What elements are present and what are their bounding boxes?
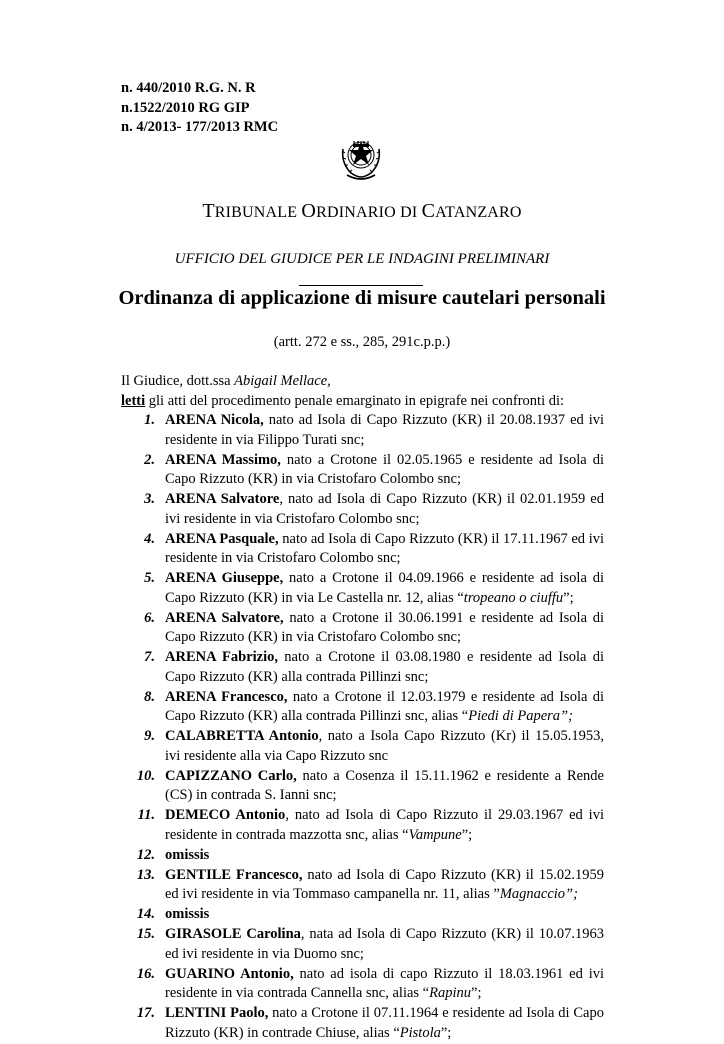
judge-intro: Il Giudice, dott.ssa xyxy=(121,373,235,389)
defendant-alias: tropeano o ciuffu xyxy=(463,589,564,606)
defendant-name: omissis xyxy=(165,846,210,863)
defendant-alias-close: ”; xyxy=(471,985,482,1001)
defendant-item xyxy=(121,806,604,845)
defendant-number: 7. xyxy=(144,649,155,665)
defendant-number: 8. xyxy=(144,688,155,705)
defendant-number: 15. xyxy=(136,926,155,942)
judge-name: Abigail Mellace, xyxy=(234,373,331,389)
defendant-details: , nato a Isola Capo Rizzuto (Kr) il 15.05.1953, ivi residente alla via Capo Rizzuto snc xyxy=(165,728,604,764)
defendant-number: 5. xyxy=(144,570,155,586)
defendant-alias-close: ”; xyxy=(440,1024,452,1041)
defendant-name: omissis xyxy=(165,906,210,922)
defendant-details: nato ad Isola di Capo Rizzuto (KR) il 15.02.1959 ed ivi residente in via Tommaso campanella nr. 11, alias ” xyxy=(165,866,604,902)
defendant-number: 12. xyxy=(136,846,155,863)
defendant-details: nato ad isola di capo Rizzuto il 18.03.1961 ed ivi residente in via contrada Cannella snc, alias “ xyxy=(165,965,604,1001)
court-title-initial-3: C xyxy=(421,200,436,222)
defendant-item xyxy=(121,688,604,727)
defendant-number: 14. xyxy=(136,906,155,922)
defendant-details: nato a Crotone il 03.08.1980 e residente ad Isola di Capo Rizzuto (KR) alla contrada Pillinzi snc; xyxy=(165,649,604,685)
defendant-name: ARENA Nicola, xyxy=(165,412,264,428)
defendant-alias: Vampune xyxy=(408,826,462,843)
defendant-item xyxy=(121,451,604,490)
defendant-number: 6. xyxy=(144,609,155,626)
defendant-name: GUARINO Antonio, xyxy=(165,965,294,982)
defendant-item xyxy=(121,866,604,905)
defendant-item xyxy=(121,767,604,806)
defendant-number: 1. xyxy=(144,412,155,428)
defendant-details: nato a Crotone il 02.05.1965 e residente ad Isola di Capo Rizzuto (KR) in via Cristofaro Colombo snc; xyxy=(165,451,604,487)
defendant-item xyxy=(121,648,604,687)
defendant-item xyxy=(121,530,604,569)
defendant-item xyxy=(121,905,604,925)
defendant-alias-close: ”; xyxy=(461,826,473,843)
defendant-number: 9. xyxy=(144,728,155,744)
defendant-name: DEMECO Antonio xyxy=(165,807,286,823)
case-ref-gip: n.1522/2010 RG GIP xyxy=(121,99,250,116)
defendant-name: ARENA Giuseppe, xyxy=(165,570,284,586)
defendant-details: nato a Crotone il 07.11.1964 e residente ad Isola di Capo Rizzuto (KR) in contrade Chiuse, alias “ xyxy=(165,1005,604,1041)
defendant-item xyxy=(121,727,604,766)
defendant-alias: Rapinu xyxy=(429,985,472,1001)
defendant-details: , nato ad Isola di Capo Rizzuto il 29.03.1967 ed ivi residente in contrada mazzotta snc, alias “ xyxy=(165,807,604,843)
defendants-list xyxy=(121,411,604,1044)
defendant-name: ARENA Salvatore, xyxy=(165,609,284,626)
read-word: letti xyxy=(121,392,146,409)
defendant-details: nato a Cosenza il 15.11.1962 e residente a Rende (CS) in contrada S. Ianni snc; xyxy=(165,767,604,803)
court-title-rest-2: RDINARIO DI xyxy=(316,204,422,221)
defendant-alias: Piedi di Papera”; xyxy=(468,708,573,724)
defendant-alias: Magnaccio”; xyxy=(499,886,578,902)
defendant-number: 10. xyxy=(136,767,155,784)
court-title xyxy=(0,200,724,223)
read-line xyxy=(121,392,604,412)
defendant-number: 2. xyxy=(144,451,155,468)
defendant-item xyxy=(121,490,604,529)
defendant-name: ARENA Massimo, xyxy=(165,451,281,468)
defendant-details: , nata ad Isola di Capo Rizzuto (KR) il 10.07.1963 ed ivi residente in via Duomo snc; xyxy=(165,926,604,962)
defendant-number: 3. xyxy=(144,491,155,507)
defendant-details: nato a Crotone il 12.03.1979 e residente ad Isola di Capo Rizzuto (KR) alla contrada Pillinzi snc, alias “ xyxy=(165,688,604,724)
defendant-details: nato a Crotone il 30.06.1991 e residente ad Isola di Capo Rizzuto (KR) in via Cristofaro Colombo snc; xyxy=(165,609,604,645)
court-title-rest-1: RIBUNALE xyxy=(214,204,302,221)
defendant-name: LENTINI Paolo, xyxy=(165,1005,269,1021)
defendant-number: 4. xyxy=(144,530,155,547)
defendant-name: GENTILE Francesco, xyxy=(165,866,303,883)
court-title-initial-1: T xyxy=(202,200,215,222)
defendant-alias-close: ”; xyxy=(563,589,574,606)
read-rest: gli atti del procedimento penale emarginato in epigrafe nei confronti di: xyxy=(145,392,565,409)
case-ref-rmc: n. 4/2013- 177/2013 RMC xyxy=(121,119,279,135)
defendant-item xyxy=(121,569,604,608)
case-ref-rgnr: n. 440/2010 R.G. N. R xyxy=(121,80,256,96)
defendant-details: nato ad Isola di Capo Rizzuto (KR) il 20.08.1937 ed ivi residente in via Filippo Turati snc; xyxy=(165,412,605,448)
court-title-initial-2: O xyxy=(301,200,317,222)
italian-republic-emblem-icon xyxy=(339,135,383,183)
office-name: UFFICIO DEL GIUDICE PER LE INDAGINI PRELIMINARI xyxy=(174,251,550,267)
case-reference-block xyxy=(121,79,278,138)
defendant-item xyxy=(121,965,604,1004)
defendant-name: CAPIZZANO Carlo, xyxy=(165,767,297,784)
defendant-number: 16. xyxy=(136,965,155,982)
defendant-item xyxy=(121,411,604,450)
defendant-name: GIRASOLE Carolina xyxy=(165,926,301,942)
defendant-name: ARENA Salvatore xyxy=(165,491,280,507)
defendant-item xyxy=(121,846,604,866)
title-divider xyxy=(299,285,423,286)
defendant-item xyxy=(121,925,604,964)
court-title-rest-3: ATANZARO xyxy=(435,204,522,221)
defendant-details: nato ad Isola di Capo Rizzuto (KR) il 17.11.1967 ed ivi residente in via Cristofaro Colombo snc; xyxy=(165,530,604,566)
defendant-name: CALABRETTA Antonio xyxy=(165,728,319,744)
defendant-alias: Pistola xyxy=(399,1024,441,1041)
defendant-number: 13. xyxy=(136,866,155,883)
defendant-number: 11. xyxy=(137,807,155,823)
defendant-item xyxy=(121,609,604,648)
document-title: Ordinanza di applicazione di misure cautelari personali xyxy=(118,287,606,309)
defendant-number: 17. xyxy=(136,1005,155,1021)
defendant-name: ARENA Francesco, xyxy=(165,688,288,705)
defendant-details: nato a Crotone il 04.09.1966 e residente ad isola di Capo Rizzuto (KR) in via Le Castella nr. 12, alias “ xyxy=(165,570,604,606)
legal-articles: (artt. 272 e ss., 285, 291c.p.p.) xyxy=(273,334,451,350)
judge-line xyxy=(121,372,604,392)
defendant-name: ARENA Fabrizio, xyxy=(165,649,278,665)
defendant-name: ARENA Pasquale, xyxy=(165,530,279,547)
intro-paragraph xyxy=(121,372,604,411)
defendant-details: , nato ad Isola di Capo Rizzuto (KR) il 02.01.1959 ed ivi residente in via Cristofaro Colombo snc; xyxy=(165,491,604,527)
